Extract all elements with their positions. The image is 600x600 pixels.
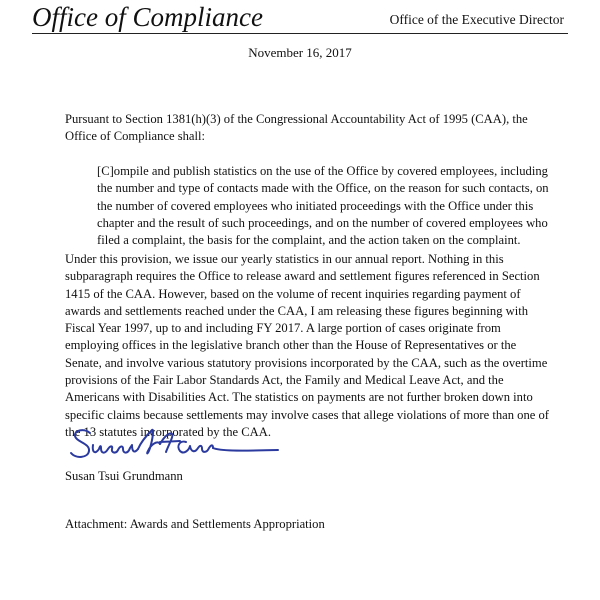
attachment-note: Attachment: Awards and Settlements Appropriation (65, 517, 325, 531)
main-line: subparagraph requires the Office to release award and settlement figures referenced in Section (65, 269, 540, 284)
signer-name: Susan Tsui Grundmann (65, 469, 183, 483)
main-line: Americans with Disabilities Act. The statistics on payments are not further broken down into (65, 390, 533, 405)
handwritten-signature (68, 424, 288, 466)
main-line: 1415 of the CAA. However, based on the volume of recent inquiries regarding payment of (65, 286, 521, 301)
main-line: Under this provision, we issue our yearly statistics in our annual report. Nothing in this (65, 252, 504, 266)
intro-line: Office of Compliance shall: (65, 129, 206, 144)
letter-date: November 16, 2017 (248, 45, 352, 60)
intro-paragraph (65, 111, 528, 146)
quote-line: filed a complaint, the basis for the complaint, and the action taken on the complaint. (97, 233, 521, 248)
main-line: employing offices in the legislative branch other than the House of Representatives or the (65, 338, 517, 353)
department-name: Office of the Executive Director (389, 12, 564, 27)
main-line: provisions of the Fair Labor Standards Act, the Family and Medical Leave Act, and the (65, 373, 504, 388)
main-line: the 13 statutes incorporated by the CAA. (65, 424, 272, 439)
main-line: Fiscal Year 1997, up to and including FY 2017. A large portion of cases originate from (65, 321, 501, 336)
organization-name: Office of Compliance (32, 2, 263, 32)
letterhead (32, 2, 568, 34)
quote-line: the number of covered employees who initiated proceedings with the Office under this (97, 198, 534, 213)
letterhead-rule (32, 33, 568, 34)
main-line: awards and settlements reached under the CAA, I am releasing these figures beginning with (65, 303, 529, 318)
quoted-statute-paragraph (97, 163, 549, 249)
quote-line: [C]ompile and publish statistics on the use of the Office by covered employees, including (97, 164, 548, 178)
main-paragraph (65, 251, 549, 441)
intro-line: Pursuant to Section 1381(h)(3) of the Congressional Accountability Act of 1995 (CAA), the (65, 112, 528, 126)
quote-line: the number and type of contacts made with the Office, on the reason for such contacts, on (97, 181, 549, 196)
main-line: Senate, and involve various statutory provisions incorporated by the CAA, such as the overtime (65, 355, 548, 370)
quote-line: chapter and the result of such proceedings, and on the number of covered employees who (97, 215, 548, 230)
main-line: specific claims because settlements may involve cases that allege violations of more than one of (65, 407, 549, 422)
